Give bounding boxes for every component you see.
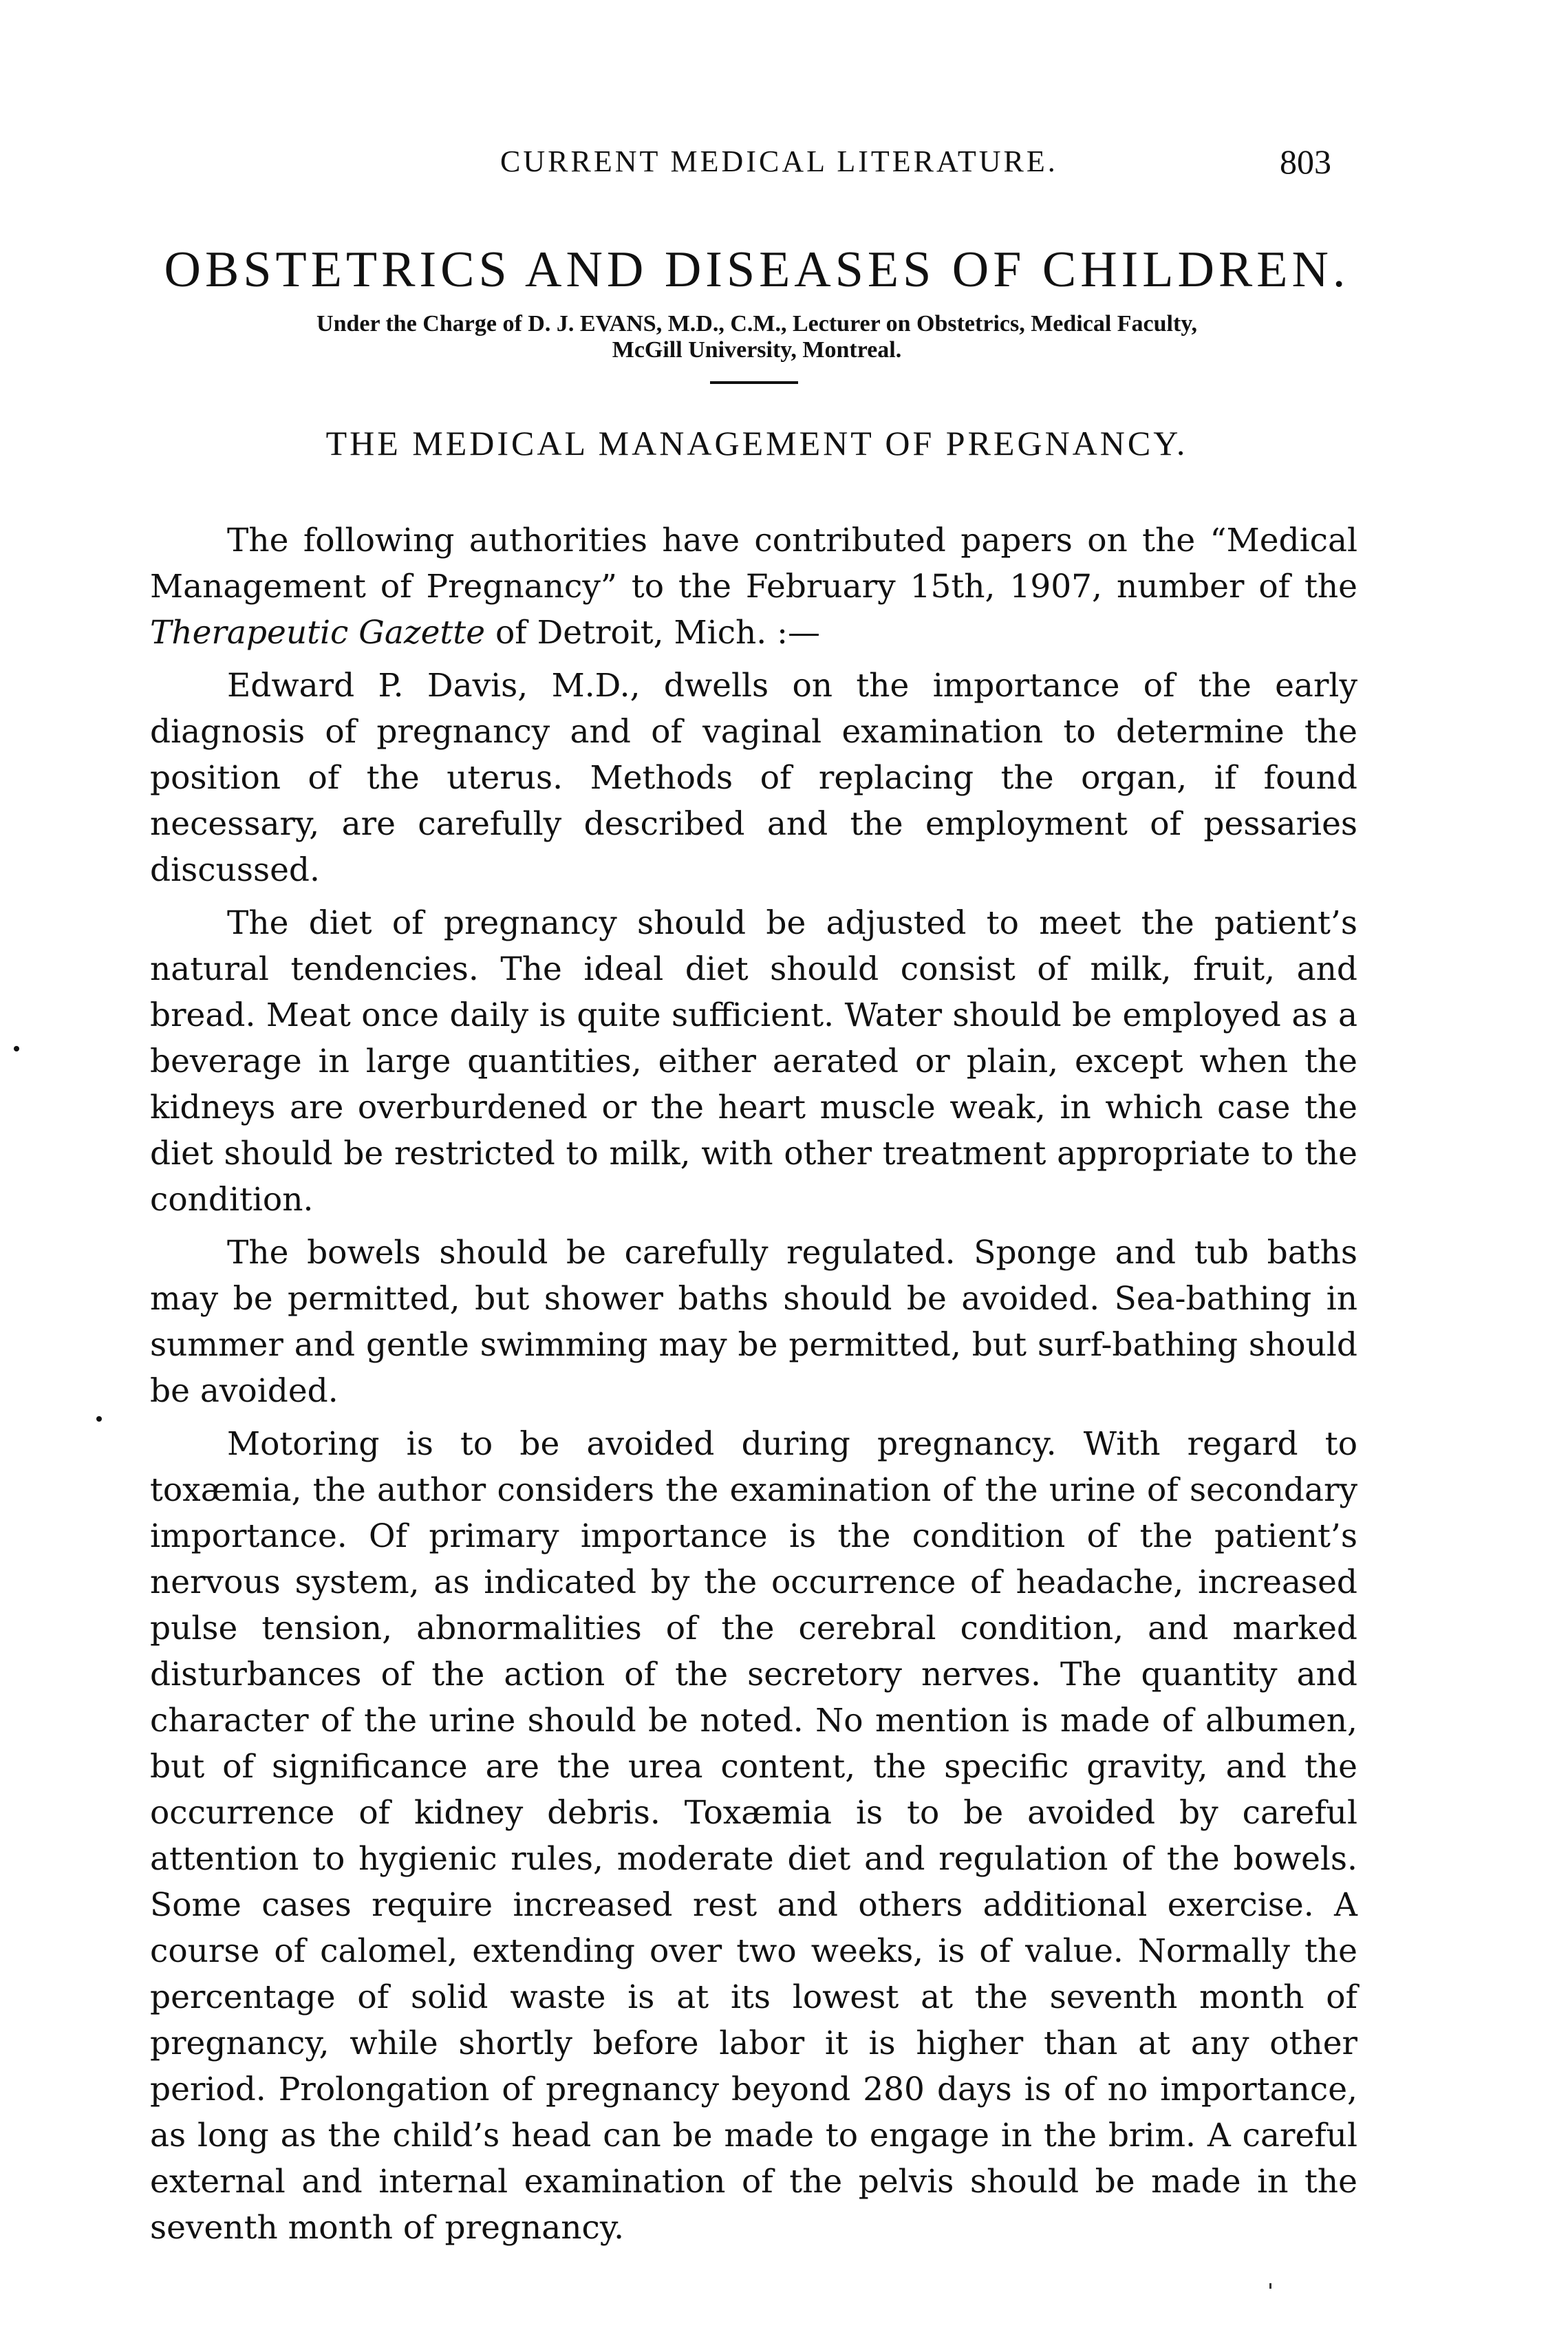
paragraph-davis: Edward P. Davis, M.D., dwells on the importance of the early diagnosis of pregnancy and of vaginal examination to determine the position of the uterus. Methods of replacing the organ, if found necessary, are carefully described and the employment of pessaries discussed. [150,667,1357,889]
paragraph-bowels-baths: The bowels should be carefully regulated. Sponge and tub baths may be permitted, but shower baths should be avoided. Sea-bathing in summer and gentle swimming may be permitted, but surf-bathing should be avoided. [150,1234,1357,1410]
running-head-title: CURRENT MEDICAL LITERATURE. [500,145,1058,178]
intro-paragraph [150,517,1357,656]
section-editor-line-2: McGill University, Montreal. [612,337,902,363]
running-head [0,141,1568,182]
section-editor-credit [158,311,1355,363]
paragraph-diet: The diet of pregnancy should be adjusted to meet the patient’s natural tendencies. The ideal diet should consist of milk, fruit, and bread. Meat once daily is quite sufficient. Water should be employed as a beverage in large quantities, either aerated or plain, except when the kidneys are overburdened or the heart muscle weak, in which case the diet should be restricted to milk, with other treatment appropriate to the condition. [150,904,1357,1219]
section-editor-line-1: Under the Charge of D. J. EVANS, M.D., C.M., Lecturer on Obstetrics, Medical Faculty, [316,311,1197,336]
article-body [150,517,1357,2258]
article-title: THE MEDICAL MANAGEMENT OF PREGNANCY. [325,424,1188,462]
section-title: OBSTETRICS AND DISEASES OF CHILDREN. [164,242,1350,298]
margin-speck [14,1046,19,1051]
page-number: 803 [1280,142,1331,181]
scan-mark [1269,2283,1271,2289]
intro-text: The following authorities have contributed papers on the “Medical Management of Pregnancy” to the February 15th, 1907, number of the [150,522,1357,606]
section-divider-rule [710,381,798,384]
margin-speck [96,1416,102,1422]
intro-text-tail: of Detroit, Mich. :— [485,614,820,652]
paragraph-toxaemia: Motoring is to be avoided during pregnancy. With regard to toxæmia, the author considers the examination of the urine of secondary importance. Of primary importance is the condition of the patient’s nervous system, as indicated by the occurrence of headache, increased pulse tension, abnormalities of the cerebral condition, and marked disturbances of the action of the secretory nerves. The quantity and character of the urine should be noted. No mention is made of albumen, but of significance are the urea content, the specific gravity, and the occurrence of kidney debris. Toxæmia is to be avoided by careful attention to hygienic rules, moderate diet and regulation of the bowels. Some cases require increased rest and others additional exercise. A course of calomel, extending over two weeks, is of value. Normally the percentage of solid waste is at its lowest at the seventh month of pregnancy, while shortly before labor it is higher than at any other period. Prolongation of pregnancy beyond 280 days is of no importance, as long as the child’s head can be made to engage in the brim. A careful external and internal examination of the pelvis should be made in the seventh month of pregnancy. [150,1425,1357,2247]
journal-name: Therapeutic Gazette [150,614,486,652]
